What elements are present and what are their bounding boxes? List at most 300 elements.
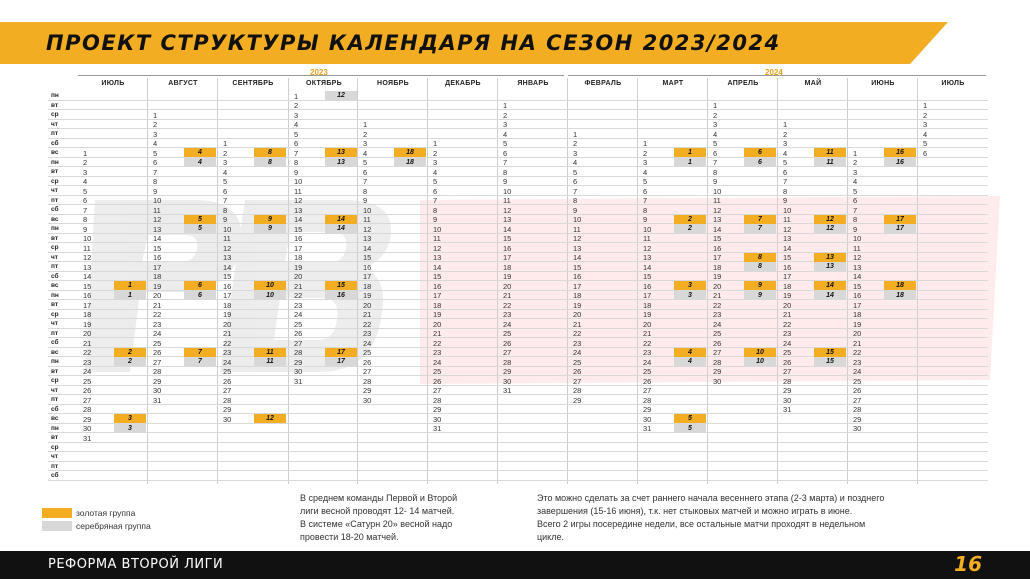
weekday-label: пт: [51, 396, 59, 403]
day-number: 7: [713, 158, 718, 167]
match-round-badge: 1: [114, 291, 146, 300]
day-number: 18: [713, 262, 722, 272]
note-line: провести 18-20 матчей.: [300, 532, 399, 542]
day-number: 6: [503, 148, 508, 158]
match-round-badge: 5: [674, 414, 706, 423]
weekday-label: ср: [51, 377, 59, 384]
row-rule: [48, 109, 988, 110]
weekday-label: чт: [51, 187, 58, 194]
match-round-badge: 3: [674, 281, 706, 290]
day-number: 29: [223, 405, 232, 414]
day-number: 14: [713, 224, 722, 234]
match-round-badge: 12: [814, 215, 846, 224]
match-round-badge: 12: [814, 224, 846, 233]
day-number: 19: [503, 272, 512, 281]
day-number: 1: [153, 110, 158, 120]
day-number: 2: [433, 148, 438, 158]
day-number: 3: [713, 120, 718, 129]
day-number: 24: [783, 338, 792, 348]
day-number: 4: [363, 148, 368, 158]
day-number: 24: [713, 319, 722, 329]
day-number: 21: [294, 281, 303, 291]
day-number: 13: [83, 262, 92, 272]
day-number: 7: [433, 196, 438, 205]
day-number: 5: [433, 177, 438, 186]
day-number: 14: [503, 224, 512, 234]
day-number: 9: [294, 167, 299, 177]
day-number: 19: [153, 281, 162, 291]
day-number: 28: [83, 405, 92, 414]
day-number: 16: [643, 281, 652, 291]
day-number: 29: [643, 405, 652, 414]
day-number: 25: [294, 319, 303, 329]
match-round-badge: 13: [325, 158, 357, 167]
note-right: [537, 492, 884, 544]
match-round-badge: 6: [184, 291, 216, 300]
day-number: 14: [573, 253, 582, 262]
day-number: 8: [853, 215, 858, 224]
day-number: 17: [223, 291, 232, 300]
day-number: 6: [153, 158, 158, 167]
weekday-label: вт: [51, 234, 59, 242]
day-number: 15: [503, 234, 512, 243]
day-number: 20: [573, 310, 582, 319]
weekday-label: чт: [51, 453, 58, 460]
match-round-badge: 2: [114, 348, 146, 357]
match-round-badge: 12: [254, 414, 286, 423]
day-number: 12: [294, 196, 303, 205]
day-number: 6: [923, 148, 928, 158]
day-number: 31: [783, 405, 792, 414]
day-number: 29: [503, 367, 512, 376]
match-round-badge: 17: [884, 215, 916, 224]
day-number: 9: [643, 215, 648, 224]
weekday-label: ср: [51, 177, 59, 185]
day-number: 11: [433, 234, 441, 243]
day-number: 31: [643, 424, 652, 433]
day-number: 18: [783, 281, 792, 291]
match-round-badge: 17: [325, 348, 357, 357]
day-number: 25: [643, 367, 652, 376]
day-number: 17: [294, 243, 303, 253]
weekday-label: ср: [51, 244, 59, 251]
day-number: 13: [503, 215, 512, 224]
day-number: 9: [573, 205, 578, 215]
day-number: 6: [294, 139, 299, 148]
day-number: 29: [433, 405, 442, 414]
day-number: 23: [223, 348, 232, 357]
weekday-label: вт: [51, 168, 59, 175]
day-number: 3: [433, 158, 438, 167]
match-round-badge: 10: [254, 291, 286, 300]
day-number: 31: [153, 395, 162, 405]
day-number: 12: [853, 253, 862, 262]
day-number: 29: [783, 386, 792, 395]
match-round-badge: 6: [744, 148, 776, 157]
day-number: 5: [573, 167, 578, 177]
day-number: 13: [713, 215, 722, 224]
day-number: 28: [713, 357, 722, 367]
day-number: 3: [503, 120, 508, 129]
day-number: 5: [83, 186, 88, 196]
match-round-badge: 6: [184, 281, 216, 290]
month-header: ОКТЯБРЬ: [306, 80, 342, 87]
day-number: 6: [223, 186, 228, 196]
weekday-label: пн: [51, 158, 59, 166]
day-number: 30: [713, 376, 722, 386]
day-number: 23: [153, 319, 162, 329]
day-number: 22: [573, 329, 582, 338]
legend-silver-label: серебряная группа: [76, 521, 151, 531]
match-round-badge: 11: [814, 148, 846, 157]
day-number: 3: [363, 139, 368, 148]
day-number: 24: [294, 310, 303, 319]
day-number: 2: [294, 101, 299, 110]
day-number: 26: [83, 386, 92, 395]
day-number: 3: [853, 167, 858, 177]
day-number: 22: [294, 291, 303, 300]
note-line: цикле.: [537, 532, 564, 542]
match-round-badge: 10: [254, 281, 286, 290]
day-number: 21: [643, 329, 652, 338]
day-number: 27: [433, 386, 442, 395]
day-number: 12: [433, 243, 442, 253]
month-header: НОЯБРЬ: [377, 80, 409, 87]
day-number: 7: [363, 177, 368, 186]
day-number: 26: [153, 348, 162, 357]
day-number: 9: [783, 196, 788, 205]
day-number: 12: [643, 243, 652, 253]
day-number: 1: [294, 91, 299, 101]
day-number: 16: [783, 262, 792, 272]
day-number: 19: [783, 291, 792, 300]
day-number: 25: [503, 329, 512, 338]
day-number: 30: [783, 395, 792, 405]
page-number: 16: [954, 552, 982, 576]
day-number: 6: [433, 186, 438, 196]
day-number: 5: [713, 139, 718, 148]
day-number: 6: [783, 167, 788, 177]
day-number: 3: [783, 139, 788, 148]
day-number: 3: [153, 129, 158, 139]
weekday-label: чт: [51, 120, 58, 128]
day-number: 17: [573, 281, 582, 291]
match-round-badge: 18: [884, 291, 916, 300]
day-number: 1: [853, 148, 858, 158]
day-number: 22: [83, 348, 92, 357]
match-round-badge: 2: [674, 224, 706, 233]
match-round-badge: 10: [744, 357, 776, 366]
day-number: 12: [153, 215, 162, 224]
day-number: 31: [503, 386, 512, 395]
day-number: 5: [363, 158, 368, 167]
weekday-label: сб: [51, 472, 59, 479]
row-rule: [48, 195, 988, 196]
day-number: 11: [783, 215, 791, 224]
day-number: 24: [643, 357, 652, 367]
day-number: 27: [363, 367, 372, 376]
weekday-label: ср: [51, 310, 59, 318]
day-number: 12: [783, 224, 792, 234]
day-number: 19: [363, 291, 372, 300]
day-number: 1: [503, 101, 508, 110]
day-number: 21: [83, 338, 92, 348]
day-number: 18: [503, 262, 512, 272]
month-header: МАЙ: [804, 80, 822, 87]
match-round-badge: 17: [325, 357, 357, 366]
match-round-badge: 4: [184, 148, 216, 157]
day-number: 30: [643, 414, 652, 424]
day-number: 18: [223, 300, 232, 310]
match-round-badge: 18: [884, 281, 916, 290]
day-number: 28: [503, 357, 512, 367]
match-round-badge: 3: [114, 424, 146, 433]
match-round-badge: 9: [744, 281, 776, 290]
day-number: 20: [433, 319, 442, 329]
weekday-label: вт: [51, 301, 59, 308]
day-number: 14: [294, 215, 303, 224]
day-number: 5: [294, 129, 299, 139]
weekday-label: вс: [51, 282, 59, 289]
day-number: 22: [223, 338, 232, 348]
match-round-badge: 18: [394, 148, 426, 157]
row-rule: [48, 451, 988, 452]
row-rule: [48, 242, 988, 243]
day-number: 29: [83, 414, 92, 424]
day-number: 25: [153, 338, 162, 348]
weekday-label: вт: [51, 434, 59, 441]
day-number: 21: [503, 291, 512, 300]
day-number: 6: [83, 196, 88, 205]
day-number: 4: [923, 129, 928, 139]
day-number: 29: [853, 414, 862, 424]
day-number: 6: [573, 177, 578, 186]
match-round-badge: 14: [325, 215, 357, 224]
day-number: 20: [83, 329, 92, 338]
match-round-badge: 1: [674, 158, 706, 167]
day-number: 30: [363, 395, 372, 405]
day-number: 21: [363, 310, 372, 319]
weekday-label: вт: [51, 101, 59, 109]
day-number: 10: [223, 224, 232, 234]
day-number: 25: [853, 376, 862, 386]
day-number: 2: [153, 120, 158, 129]
day-number: 18: [363, 281, 372, 291]
row-rule: [48, 404, 988, 405]
day-number: 4: [783, 148, 788, 158]
weekday-label: сб: [51, 339, 59, 346]
match-round-badge: 16: [884, 158, 916, 167]
day-number: 16: [853, 291, 862, 300]
day-number: 22: [783, 319, 792, 329]
day-number: 10: [83, 234, 92, 243]
match-round-badge: 4: [674, 357, 706, 366]
weekday-label: вс: [51, 348, 59, 356]
day-number: 17: [433, 291, 442, 300]
day-number: 23: [503, 310, 512, 319]
match-round-badge: 4: [184, 158, 216, 167]
day-number: 8: [223, 205, 228, 215]
day-number: 2: [223, 148, 228, 158]
day-number: 14: [223, 262, 232, 272]
month-header: СЕНТЯБРЬ: [232, 80, 274, 87]
day-number: 28: [433, 395, 442, 405]
day-number: 2: [363, 129, 368, 139]
day-number: 7: [294, 148, 299, 158]
day-number: 18: [853, 310, 862, 319]
day-number: 10: [503, 186, 512, 196]
match-round-badge: 9: [254, 215, 286, 224]
day-number: 8: [783, 186, 788, 196]
day-number: 7: [573, 186, 578, 196]
weekday-label: пн: [51, 424, 59, 432]
day-number: 4: [433, 167, 438, 177]
weekday-label: сб: [51, 206, 59, 213]
match-round-badge: 18: [394, 158, 426, 167]
row-rule: [48, 337, 988, 338]
day-number: 5: [783, 158, 788, 167]
match-round-badge: 15: [814, 348, 846, 357]
day-number: 27: [223, 386, 232, 395]
day-number: 17: [83, 300, 92, 310]
day-number: 15: [153, 243, 162, 253]
day-number: 19: [433, 310, 442, 319]
day-number: 21: [573, 319, 582, 329]
day-number: 4: [223, 167, 228, 177]
day-number: 16: [503, 243, 512, 253]
day-number: 24: [573, 348, 582, 357]
day-number: 15: [783, 253, 792, 262]
day-number: 25: [223, 367, 232, 376]
legend-silver-swatch: [42, 521, 72, 531]
day-number: 1: [783, 120, 788, 129]
day-number: 9: [433, 215, 438, 224]
day-number: 14: [853, 272, 862, 281]
day-number: 19: [643, 310, 652, 319]
day-number: 10: [153, 196, 162, 205]
day-number: 29: [153, 376, 162, 386]
day-number: 27: [643, 386, 652, 395]
day-number: 12: [83, 253, 92, 262]
day-number: 8: [294, 158, 299, 167]
month-header: АВГУСТ: [168, 80, 198, 87]
day-number: 6: [363, 167, 368, 177]
weekday-label: пт: [51, 263, 59, 270]
day-number: 20: [713, 281, 722, 291]
day-number: 5: [643, 177, 648, 186]
day-number: 11: [573, 224, 581, 234]
row-rule: [48, 385, 988, 386]
day-number: 6: [853, 196, 858, 205]
month-header: АПРЕЛЬ: [727, 80, 759, 87]
weekday-label: ср: [51, 443, 59, 451]
day-number: 21: [713, 291, 722, 300]
day-number: 17: [713, 253, 722, 262]
day-number: 1: [363, 120, 368, 129]
day-number: 23: [853, 357, 862, 367]
match-round-badge: 11: [254, 357, 286, 366]
match-round-badge: 3: [674, 291, 706, 300]
row-rule: [48, 432, 988, 433]
day-number: 13: [643, 253, 652, 262]
day-number: 29: [363, 386, 372, 395]
day-number: 4: [503, 129, 508, 139]
row-rule: [48, 119, 988, 120]
match-round-badge: 3: [114, 414, 146, 423]
row-rule: [48, 100, 988, 101]
day-number: 13: [573, 243, 582, 253]
day-number: 6: [643, 186, 648, 196]
day-number: 22: [713, 300, 722, 310]
match-round-badge: 8: [254, 148, 286, 157]
weekday-label: пн: [51, 358, 59, 365]
day-number: 31: [83, 433, 92, 443]
note-line: В системе «Сатурн 20» весной надо: [300, 519, 453, 529]
day-number: 24: [153, 329, 162, 338]
day-number: 28: [153, 367, 162, 376]
day-number: 8: [643, 205, 648, 215]
day-number: 4: [853, 177, 858, 186]
row-rule: [48, 423, 988, 424]
day-number: 20: [783, 300, 792, 310]
day-number: 24: [503, 319, 512, 329]
day-number: 25: [433, 367, 442, 376]
day-number: 15: [363, 253, 372, 262]
day-number: 4: [153, 139, 158, 148]
day-number: 18: [433, 300, 442, 310]
day-number: 12: [223, 243, 232, 253]
day-number: 24: [223, 357, 232, 367]
day-number: 30: [294, 367, 303, 376]
match-round-badge: 7: [744, 224, 776, 233]
day-number: 8: [363, 186, 368, 196]
day-number: 2: [923, 110, 928, 120]
row-rule: [48, 185, 988, 186]
match-round-badge: 5: [184, 224, 216, 233]
row-rule: [48, 470, 988, 471]
day-number: 9: [83, 224, 88, 234]
day-number: 14: [363, 243, 372, 253]
month-header: ДЕКАБРЬ: [445, 80, 481, 87]
match-round-badge: 7: [184, 357, 216, 366]
day-number: 31: [294, 376, 303, 386]
day-number: 27: [503, 348, 512, 357]
match-round-badge: 14: [814, 291, 846, 300]
day-number: 25: [363, 348, 372, 357]
day-number: 2: [503, 110, 508, 120]
day-number: 2: [713, 110, 718, 120]
day-number: 28: [363, 376, 372, 386]
day-number: 22: [643, 338, 652, 348]
weekday-label: пн: [51, 225, 59, 232]
day-number: 21: [153, 300, 162, 310]
match-round-badge: 14: [325, 224, 357, 233]
day-number: 10: [713, 186, 722, 196]
day-number: 22: [433, 338, 442, 348]
day-number: 19: [853, 319, 862, 329]
day-number: 9: [503, 177, 508, 186]
day-number: 26: [573, 367, 582, 376]
day-number: 13: [853, 262, 862, 272]
day-number: 24: [853, 367, 862, 376]
day-number: 15: [433, 272, 442, 281]
day-number: 19: [573, 300, 582, 310]
day-number: 10: [643, 224, 652, 234]
note-line: завершения (15-16 июня), т.к. нет стыковых матчей и можно играть в июне.: [537, 506, 853, 516]
day-number: 5: [503, 139, 508, 148]
day-number: 27: [783, 367, 792, 376]
day-number: 11: [294, 186, 302, 196]
